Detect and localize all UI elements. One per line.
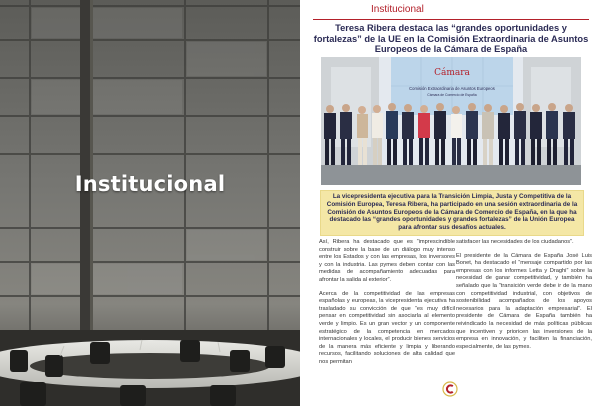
lead-box	[320, 190, 584, 236]
screen-caption: Cámara de Comercio de España	[427, 93, 477, 97]
article-photo	[321, 57, 581, 185]
article-column-2	[456, 239, 592, 357]
paragraph: satisfacer las necesidades de los ciudadanos”.	[456, 239, 574, 245]
screen-subtitle: Comisión Extraordinaria de Asuntos Europeos	[409, 86, 495, 91]
article-column-1	[319, 239, 455, 373]
section-header	[313, 3, 589, 20]
camara-logo-icon	[442, 381, 458, 397]
paragraph: El presidente de la Cámara de España José Luis Bonet, ha destacado el “mensaje compartido por las empresas con los informes Letta y Draghi” sobre la necesidad de ganar competitividad, y también ha señalado que la “transición verde debe ir de la mano con competitividad industrial, con objetivos de sostenibilidad acompañados de los apoyos necesarios para la adaptación empresarial”. El presidente de Cámara de España también ha reivindicado la necesidad de más políticas públicas que incentiven y prioricen las inversiones de la empresa en innovación, y faciliten la financiación, especialmente, de las pymes.	[456, 252, 592, 350]
section-label: Institucional	[371, 4, 424, 15]
screen-brand: Cámara	[434, 68, 470, 78]
left-page-title: Institucional	[74, 172, 226, 196]
paragraph: Acerca de la competitividad de las empresas españolas y europeas, la vicepresidenta ejecutiva ha trasladado su convicción de que “es muy difícil pensar en competitividad sin asociarla al elemento verde y limpio. Es un gran vector y un componente estratégico de la competencia en mercados internacionales y locales, el producir bienes servicios de la manera más eficiente y limpia y liberando recursos, facilitando soluciones de alta calidad que nos permitan	[319, 290, 455, 365]
lead-text: La vicepresidenta ejecutiva para la Transición Limpia, Justa y Competitiva de la Comisión Europea, Teresa Ribera, ha participado en una sesión extraordinaria de la Comisión de Asuntos Europeos de la Cámara de Comercio de España, en la que ha destacado las “grandes oportunidades y grandes fortalezas” de la Unión Europea para afrontar sus desafíos actuales.	[326, 193, 578, 232]
right-page	[300, 0, 600, 406]
paragraph: Así, Ribera ha destacado que es “imprescindible construir sobre la base de un diálogo muy intenso entre los Estados y con las empresas, los inversores y con la industria. Las pymes deben contar con las medidas de acompañamiento adecuadas para afrontar la salida al exterior”.	[319, 239, 455, 283]
group-photo	[321, 57, 581, 185]
article-headline: Teresa Ribera destaca las “grandes oportunidades y fortalezas” de la UE en la Comisión Extraordinaria de Asuntos Europeos de la Cámara de España	[313, 23, 589, 55]
